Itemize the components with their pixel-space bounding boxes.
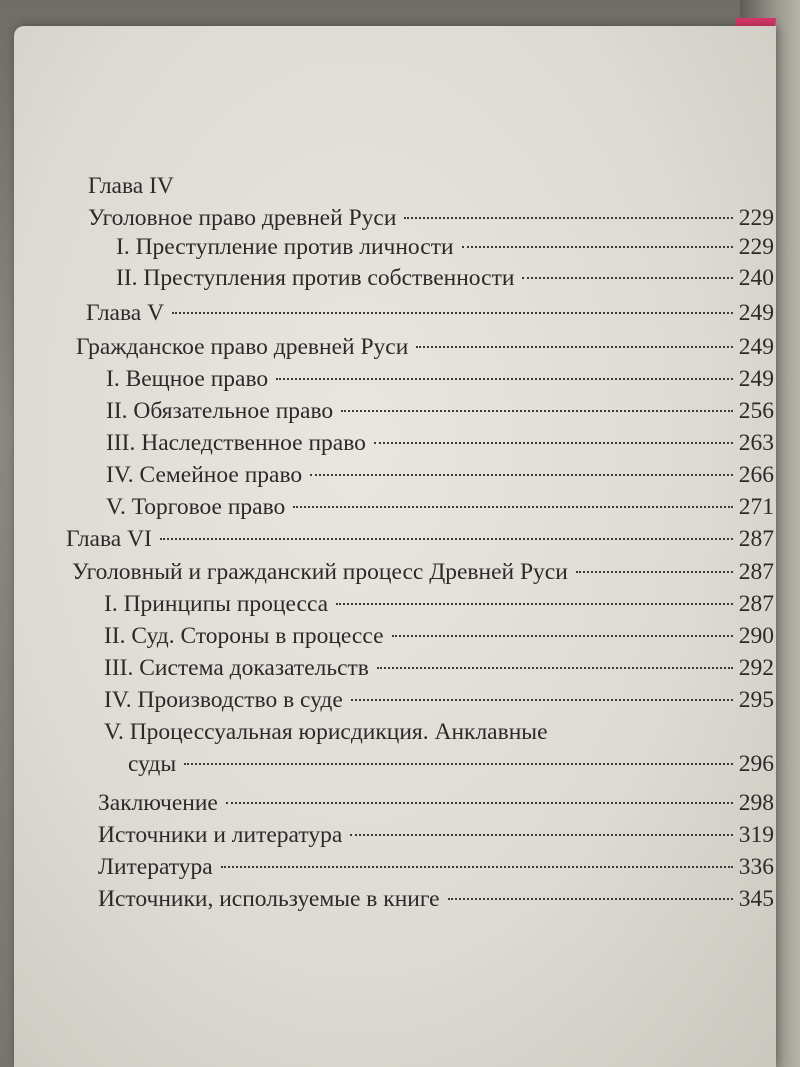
- dot-leader: [310, 474, 733, 476]
- toc-entry-ch4-1: [116, 232, 774, 262]
- dot-leader: [377, 667, 733, 669]
- toc-entry-label: I. Принципы процесса: [104, 591, 329, 617]
- toc-entry-label: V. Торговое право: [106, 494, 286, 520]
- toc-entry-label: I. Вещное право: [106, 366, 269, 392]
- dot-leader: [293, 506, 732, 508]
- dot-leader: [184, 763, 733, 765]
- dot-leader: [392, 635, 733, 637]
- toc-entry-ch6-3: [104, 653, 774, 683]
- toc-entry-ch4-2: [116, 263, 774, 293]
- toc-entry-label: Глава IV: [88, 173, 174, 199]
- toc-page-number: 249: [738, 334, 774, 360]
- toc-page-number: 266: [738, 462, 774, 488]
- toc-entry-label: суды: [128, 751, 177, 777]
- toc-entry-label: IV. Производство в суде: [104, 687, 343, 713]
- toc-entry-src-book: [98, 884, 774, 914]
- toc-entry-ch4: [88, 171, 174, 201]
- dot-leader: [576, 571, 733, 573]
- dot-leader: [341, 410, 733, 412]
- toc-entry-label: Источники и литература: [98, 822, 343, 848]
- toc-page-number: 240: [738, 265, 774, 291]
- toc-entry-label: Уголовное право древней Руси: [88, 205, 397, 231]
- toc-entry-label: II. Обязательное право: [106, 398, 334, 424]
- toc-entry-ch6-1: [104, 589, 774, 619]
- toc-page-number: 319: [738, 822, 774, 848]
- toc-entry-lit: [98, 852, 774, 882]
- toc-page-number: 336: [738, 854, 774, 880]
- toc-entry-ch6-5b: [128, 749, 774, 779]
- dot-leader: [448, 898, 733, 900]
- toc-page-number: 295: [738, 687, 774, 713]
- dot-leader: [374, 442, 733, 444]
- dot-leader: [522, 277, 732, 279]
- toc-entry-ch6-5a: [104, 717, 548, 747]
- toc-page-number: 249: [738, 366, 774, 392]
- toc-page-number: 287: [738, 591, 774, 617]
- toc-entry-label: III. Наследственное право: [106, 430, 366, 456]
- toc-entry-label: III. Система доказательств: [104, 655, 369, 681]
- toc-page-number: 256: [738, 398, 774, 424]
- toc-entry-label: V. Процессуальная юрисдикция. Анклавные: [104, 719, 548, 745]
- toc-page-number: 249: [738, 300, 774, 326]
- toc-entry-ch5-5: [106, 492, 774, 522]
- dot-leader: [276, 378, 733, 380]
- toc-entry-label: Глава V: [86, 300, 165, 326]
- toc-entry-label: I. Преступление против личности: [116, 234, 454, 260]
- toc-entry-label: II. Преступления против собственности: [116, 265, 515, 291]
- toc-entry-ch6-2: [104, 621, 774, 651]
- toc-entry-ch6-title: [72, 557, 774, 587]
- toc-entry-label: IV. Семейное право: [106, 462, 303, 488]
- dot-leader: [351, 699, 733, 701]
- toc-entry-ch5-1: [106, 364, 774, 394]
- toc-entry-ch5-4: [106, 460, 774, 490]
- toc-entry-ch5-2: [106, 396, 774, 426]
- toc-page-number: 287: [738, 559, 774, 585]
- toc-page-number: 292: [738, 655, 774, 681]
- toc-page-number: 287: [738, 526, 774, 552]
- table-of-contents: [14, 26, 776, 1067]
- dot-leader: [172, 312, 733, 314]
- toc-entry-ch6: [66, 524, 774, 554]
- dot-leader: [221, 866, 733, 868]
- toc-entry-ch5-3: [106, 428, 774, 458]
- toc-page-number: 296: [738, 751, 774, 777]
- toc-entry-ch4-title: [88, 203, 774, 233]
- toc-page-number: 298: [738, 790, 774, 816]
- toc-entry-label: Источники, используемые в книге: [98, 886, 440, 912]
- toc-entry-label: Заключение: [98, 790, 218, 816]
- dot-leader: [226, 802, 733, 804]
- toc-entry-label: Глава VI: [66, 526, 152, 552]
- dot-leader: [416, 346, 732, 348]
- toc-entry-label: Гражданское право древней Руси: [76, 334, 409, 360]
- toc-entry-ch5-title: [76, 332, 774, 362]
- toc-entry-label: Уголовный и гражданский процесс Древней Руси: [72, 559, 568, 585]
- dot-leader: [336, 603, 733, 605]
- toc-entry-sources: [98, 820, 774, 850]
- toc-page-number: 263: [738, 430, 774, 456]
- dot-leader: [404, 217, 732, 219]
- toc-page-number: 229: [738, 234, 774, 260]
- toc-page-number: 290: [738, 623, 774, 649]
- toc-entry-ch5: [86, 298, 774, 328]
- toc-page-number: 229: [738, 205, 774, 231]
- dot-leader: [350, 834, 732, 836]
- toc-entry-concl: [98, 788, 774, 818]
- toc-page-number: 345: [738, 886, 774, 912]
- dot-leader: [462, 246, 733, 248]
- toc-entry-label: Литература: [98, 854, 213, 880]
- book-page: [14, 26, 776, 1067]
- toc-entry-ch6-4: [104, 685, 774, 715]
- toc-entry-label: II. Суд. Стороны в процессе: [104, 623, 384, 649]
- dot-leader: [160, 538, 733, 540]
- toc-page-number: 271: [738, 494, 774, 520]
